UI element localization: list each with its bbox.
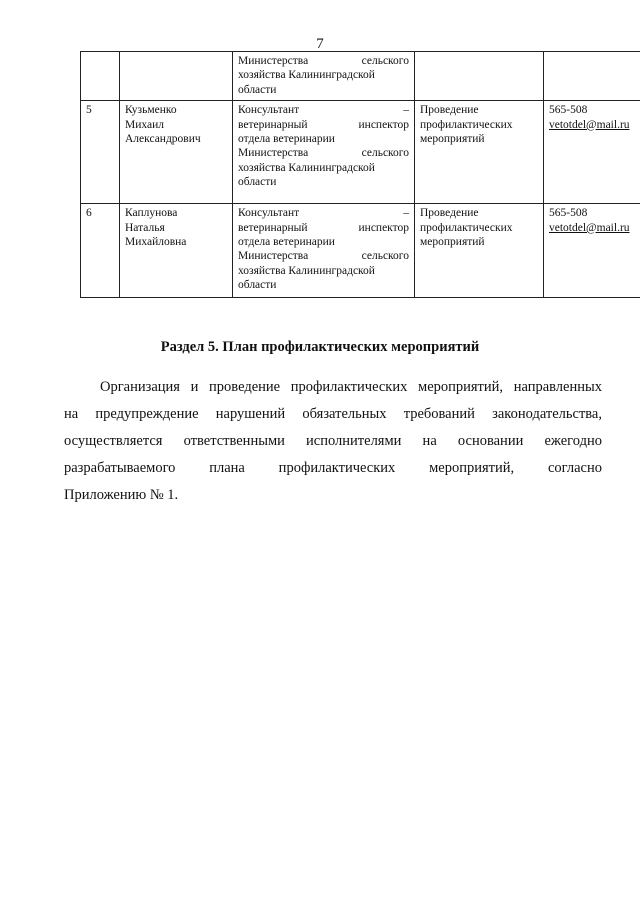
table-cell-number: 6 [81,204,120,298]
section-paragraph [64,374,602,509]
table-row [81,101,640,204]
table-cell-position [233,204,415,298]
name-line: Кузьменко [125,104,177,117]
phone-number: 565-508 [549,104,588,117]
activity-line: Проведение [420,104,479,117]
activity-line: Проведение [420,207,479,220]
table-cell-activity [415,101,544,204]
position-line: области [238,279,277,292]
table-cell-number: 5 [81,101,120,204]
position-line: ветеринарный инспектор [238,118,409,131]
name-line: Каплунова [125,207,178,220]
paragraph-line: Приложению № 1. [64,487,179,503]
position-line: ветеринарный инспектор [238,221,409,234]
position-line: отдела ветеринарии [238,133,335,146]
table-row [81,52,640,101]
page-number: 7 [316,36,324,52]
activity-line: профилактических [420,118,513,131]
activity-line: профилактических [420,221,513,234]
paragraph-line: на предупреждение нарушений обязательных требований законодательства, [64,406,602,422]
table-cell-name [120,101,233,204]
email-link[interactable]: vetotdel@mail.ru [549,118,630,131]
position-line: области [238,176,277,189]
position-line: хозяйства Калининградской [238,69,375,82]
position-line: области [238,83,277,96]
section-heading: Раздел 5. План профилактических мероприятий [160,339,480,355]
table-cell-contacts [544,204,640,298]
position-line: Министерства сельского [238,55,409,67]
position-line: хозяйства Калининградской [238,161,375,174]
table-cell-position [233,101,415,204]
responsible-persons-table [80,51,640,298]
table-cell-activity [415,204,544,298]
activity-line: мероприятий [420,236,485,249]
table-cell-number [81,52,120,101]
position-line: Министерства сельского [238,250,409,263]
name-line: Михайловна [125,236,187,249]
activity-line: мероприятий [420,133,485,146]
table-cell-contacts [544,101,640,204]
email-link[interactable]: vetotdel@mail.ru [549,221,630,234]
table-cell-activity [415,52,544,101]
table-cell-name [120,204,233,298]
name-line: Александрович [125,133,201,146]
phone-number: 565-508 [549,207,588,220]
name-line: Наталья [125,221,165,234]
paragraph-line: Организация и проведение профилактических мероприятий, направленных [100,379,602,395]
table-cell-contacts [544,52,640,101]
position-line: хозяйства Калининградской [238,264,375,277]
table-cell-position [233,52,415,101]
position-line: Консультант – [238,104,409,117]
table-cell-name [120,52,233,101]
position-line: отдела ветеринарии [238,236,335,249]
position-line: Консультант – [238,207,409,220]
table-row [81,204,640,298]
paragraph-line: разрабатываемого плана профилактических мероприятий, согласно [64,460,602,476]
paragraph-line: осуществляется ответственными исполнителями на основании ежегодно [64,433,602,449]
position-line: Министерства сельского [238,147,409,160]
name-line: Михаил [125,118,164,131]
